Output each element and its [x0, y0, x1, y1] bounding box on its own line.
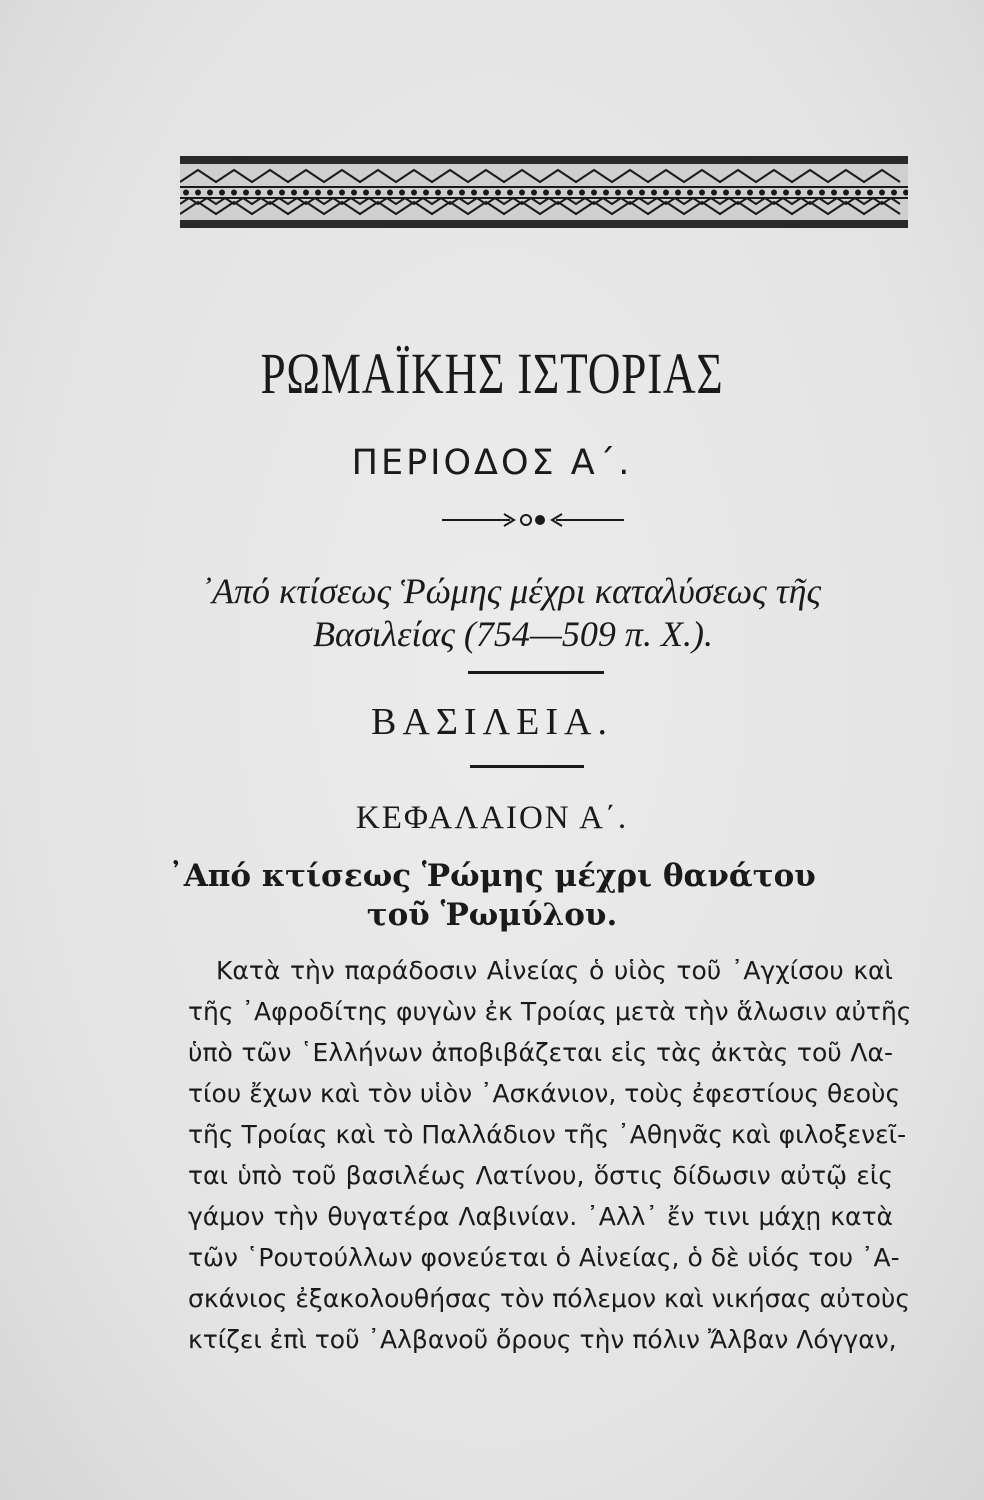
body-line: τῶν ῾Ρουτούλλων φονεύεται ὁ Αἰνείας, ὁ δὲ υἱός του ᾽Α-	[188, 1243, 900, 1272]
body-line: τῆς ᾽Αφροδίτης φυγὼν ἐκ Τροίας μετὰ τὴν ἅλωσιν αὐτῆς	[188, 997, 912, 1026]
body-line: τῆς Τροίας καὶ τὸ Παλλάδιον τῆς ᾽Αθηνᾶς καὶ φιλοξενεῖ-	[188, 1120, 907, 1149]
decorative-border-band	[180, 156, 908, 228]
body-line: τίου ἔχων καὶ τὸν υἱὸν ᾽Ασκάνιον, τοὺς ἐφεστίους θεοὺς	[188, 1079, 901, 1108]
chapter-title-line-1: ᾽Από κτίσεως Ῥώμης μέχρι θανάτου	[168, 858, 816, 894]
flourish-ornament	[440, 506, 626, 534]
body-line: κτίζει ἐπὶ τοῦ ᾽Αλβανοῦ ὄρους τὴν πόλιν Ἄλβαν Λόγγαν,	[188, 1325, 897, 1354]
body-line: σκάνιος ἐξακολουθήσας τὸν πόλεμον καὶ νικήσας αὐτοὺς	[188, 1284, 911, 1313]
divider-rule	[468, 671, 604, 674]
body-line: Κατὰ τὴν παράδοσιν Αἰνείας ὁ υἱὸς τοῦ ᾽Αγχίσου καὶ	[216, 956, 893, 985]
chapter-title-line-2: τοῦ Ῥωμύλου.	[366, 897, 618, 933]
body-line: ται ὑπὸ τοῦ βασιλέως Λατίνου, ὅστις δίδωσιν αὐτῷ εἰς	[188, 1161, 893, 1190]
divider-rule-2	[470, 765, 584, 768]
body-line: ὑπὸ τῶν ῾Ελλήνων ἀποβιβάζεται εἰς τὰς ἀκτὰς τοῦ Λα-	[188, 1038, 893, 1067]
period-subtitle: ΠΕΡΙΟΔΟΣ Α΄.	[351, 443, 633, 483]
period-description-line-1: ᾽Από κτίσεως Ῥώμης μέχρι καταλύσεως τῆς	[200, 571, 822, 611]
body-line: γάμον τὴν θυγατέρα Λαβινίαν. ᾽Αλλ᾽ ἔν τινι μάχῃ κατὰ	[188, 1202, 893, 1231]
book-title: ΡΩΜΑΪΚΗΣ ΙΣΤΟΡΙΑΣ	[260, 341, 724, 406]
chapter-heading: ΚΕΦΑΛΑΙΟΝ Α΄.	[355, 800, 629, 836]
section-heading: ΒΑΣΙΛΕΙΑ.	[371, 701, 613, 743]
chapter-body-text	[188, 950, 912, 1360]
period-description-line-2: Βασιλείας (754—509 π. Χ.).	[313, 614, 713, 654]
